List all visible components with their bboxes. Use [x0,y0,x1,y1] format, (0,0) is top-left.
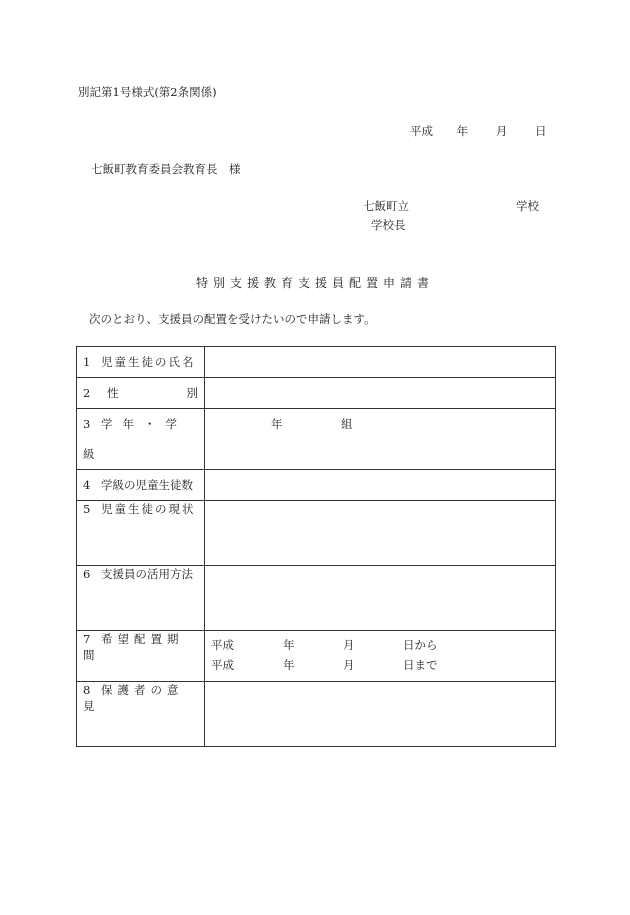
row-label: 3 学年・学級 [77,409,205,470]
sender-town: 七飯町立 [363,199,409,213]
gender-field[interactable] [205,378,556,409]
application-date [410,123,546,139]
row-label: 8 保護者の意見 [77,682,205,747]
intro-text: 次のとおり、支援員の配置を受けたいので申請します。 [89,312,376,326]
table-row [77,631,556,682]
period-end: 平成 年 月 日まで [211,658,438,672]
table-row [77,347,556,378]
table-row [77,409,556,470]
table-row [77,682,556,747]
table-row [77,566,556,631]
date-day: 日 [534,124,547,138]
addressee: 七飯町教育委員会教育長 様 [91,162,241,176]
date-month: 月 [495,124,508,138]
row-label: 7 希望配置期間 [77,631,205,682]
application-form-table [76,346,556,747]
form-reference: 別記第1号様式(第2条関係) [78,85,217,99]
student-count-field[interactable] [205,470,556,501]
usage-method-field[interactable] [205,566,556,631]
date-year: 年 [456,124,469,138]
row-label: 2 性 別 [77,378,205,409]
period-start: 平成 年 月 日から [211,638,438,652]
sender-school: 学校 [516,199,539,213]
grade-class-field[interactable] [205,409,556,470]
table-row [77,378,556,409]
row-label: 1 児童生徒の氏名 [77,347,205,378]
row-label: 6 支援員の活用方法 [77,566,205,631]
table-row [77,470,556,501]
row-label: 4 学級の児童生徒数 [77,470,205,501]
desired-period-field[interactable] [205,631,556,682]
student-name-field[interactable] [205,347,556,378]
document-title: 特別支援教育支援員配置申請書 [195,276,434,290]
grade-unit: 年 [271,417,283,431]
student-status-field[interactable] [205,501,556,566]
sender-principal: 学校長 [371,218,406,232]
guardian-opinion-field[interactable] [205,682,556,747]
class-unit: 組 [341,417,353,431]
row-label: 5 児童生徒の現状 [77,501,205,566]
date-era: 平成 [410,124,433,138]
table-row [77,501,556,566]
